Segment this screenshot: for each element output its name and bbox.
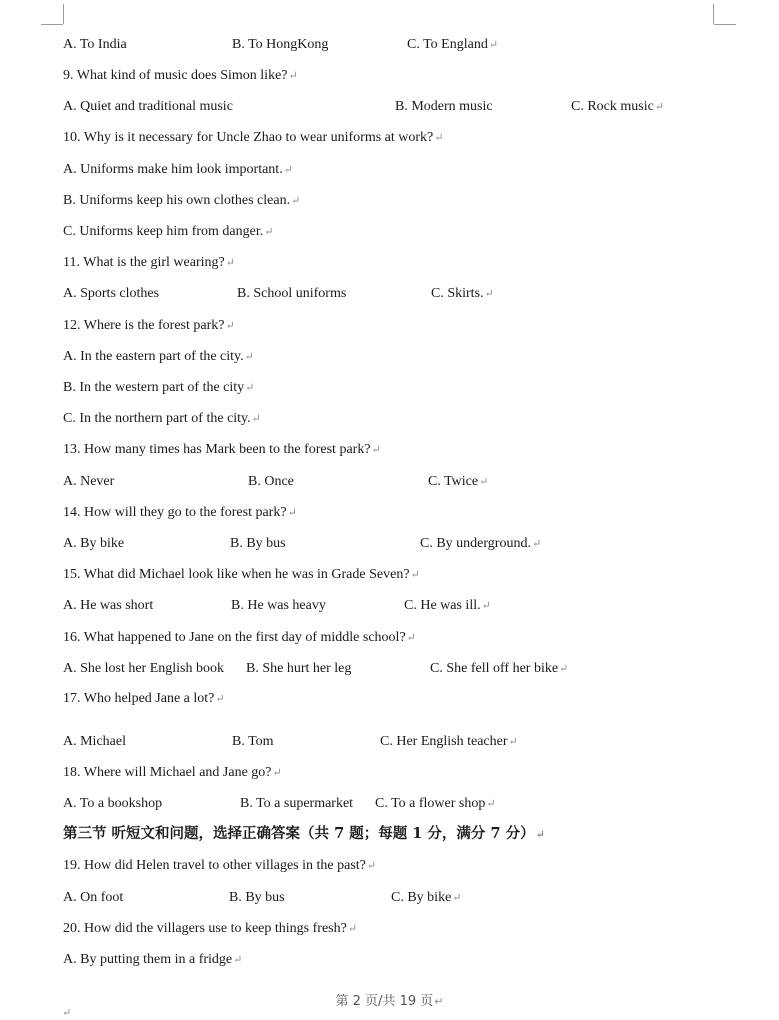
line-text: 15. What did Michael look like when he was in Grade Seven? [63,567,410,582]
crop-mark-top-right [714,24,736,25]
paragraph-mark-icon: ↵ [245,382,255,394]
answer-option: A. Never [63,474,115,489]
crop-mark-top-right [713,4,714,24]
paragraph-mark-icon: ↵ [486,798,496,810]
paragraph-mark-icon: ↵ [371,444,381,456]
paragraph-mark-icon: ↵ [225,320,235,332]
answer-option: B. He was heavy [231,598,326,613]
line-text: C. In the northern part of the city. [63,411,251,426]
question-line [63,566,420,584]
paragraph-mark-icon: ↵ [406,632,416,644]
answer-option-line [63,379,254,397]
page-number: 第 2 页/共 19 页 [335,994,434,1009]
line-text: 10. Why is it necessary for Uncle Zhao to wear uniforms at work? [63,130,434,145]
crop-mark-top-left [41,24,63,25]
answer-option: B. Once [248,474,294,489]
paragraph-mark-icon: ↵ [288,70,298,82]
question-line [63,690,225,708]
question-line [63,857,376,875]
line-text: B. In the western part of the city [63,380,245,395]
line-text: 19. How did Helen travel to other villages in the past? [63,858,366,873]
line-text: 14. How will they go to the forest park? [63,505,287,520]
answer-option: B. Tom [232,734,274,749]
answer-option-line [63,223,273,241]
answer-option: A. By bike [63,536,125,551]
answer-option: B. By bus [230,536,286,551]
paragraph-mark-icon: ↵ [531,538,542,550]
paragraph-mark-icon: ↵ [484,288,494,300]
paragraph-mark-icon: ↵ [479,476,489,488]
question-line [63,629,416,647]
answer-options-row [63,98,763,116]
answer-options-row [63,597,763,615]
answer-option-line [63,192,300,210]
answer-option-line [63,161,293,179]
answer-option: B. To HongKong [232,37,329,52]
paragraph-mark-icon: ↵ [366,860,377,872]
line-text: C. Uniforms keep him from danger. [63,224,264,239]
answer-option-wrapper [430,660,568,678]
page-footer [0,990,779,1009]
answer-option-wrapper [428,473,488,491]
section-heading [63,824,545,845]
line-text: 18. Where will Michael and Jane go? [63,765,272,780]
paragraph-mark-icon: ↵ [283,164,293,176]
answer-options-row [63,36,763,54]
line-text: 17. Who helped Jane a lot? [63,691,215,706]
answer-option-wrapper [380,733,518,751]
paragraph-mark-icon: ↵ [452,892,462,904]
paragraph-mark-icon: ↵ [215,693,225,705]
answer-option-wrapper [407,36,498,54]
answer-option: A. He was short [63,598,154,613]
paragraph-mark-icon: ↵ [434,132,444,144]
crop-mark-top-left [63,4,64,24]
answer-option: B. School uniforms [237,286,347,301]
paragraph-mark-icon: ↵ [291,195,301,207]
question-line [63,254,235,272]
answer-option: A. To India [63,37,127,52]
line-text: B. Uniforms keep his own clothes clean. [63,193,291,208]
answer-option: A. To a bookshop [63,796,163,811]
line-text: 11. What is the girl wearing? [63,255,225,270]
question-line [63,67,298,85]
answer-option: A. On foot [63,890,124,905]
paragraph-mark-icon: ↵ [233,954,243,966]
section-heading-text: 第三节 听短文和问题，选择正确答案（共 7 题；每题 1 分，满分 7 分） [63,825,535,842]
answer-option-wrapper [375,795,496,813]
answer-options-row [63,889,763,907]
paragraph-mark-icon: ↵ [251,413,261,425]
answer-options-row [63,795,763,813]
answer-option: A. Quiet and traditional music [63,99,233,114]
answer-option: A. Sports clothes [63,286,160,301]
paragraph-mark-icon: ↵ [287,507,297,519]
answer-option: C. Skirts. [431,286,484,301]
answer-option: A. Michael [63,734,126,749]
question-line [63,317,235,335]
answer-option-line [63,348,254,366]
line-text: 12. Where is the forest park? [63,318,225,333]
line-text: A. By putting them in a fridge [63,952,233,967]
paragraph-mark-icon: ↵ [272,767,282,779]
paragraph-mark-icon: ↵ [410,569,420,581]
line-text: 9. What kind of music does Simon like? [63,68,288,83]
question-line [63,920,357,938]
answer-option: B. She hurt her leg [246,661,352,676]
paragraph-mark-icon: ↵ [225,257,235,269]
answer-option: C. He was ill. [404,598,481,613]
answer-option: C. Her English teacher [380,734,508,749]
answer-option: A. She lost her English book [63,661,224,676]
answer-options-row [63,733,763,751]
answer-option-wrapper [420,535,541,553]
paragraph-mark-icon: ↵ [488,39,499,51]
answer-option: C. To England [407,37,488,52]
answer-option-wrapper [431,285,494,303]
paragraph-mark-icon: ↵ [347,923,358,935]
line-text: 13. How many times has Mark been to the forest park? [63,442,371,457]
answer-option: B. Modern music [395,99,493,114]
line-text: 16. What happened to Jane on the first day of middle school? [63,630,406,645]
paragraph-mark-icon: ↵ [535,828,545,841]
answer-option: C. Twice [428,474,479,489]
paragraph-mark-icon: ↵ [434,995,444,1008]
answer-option-wrapper [571,98,664,116]
question-line [63,764,282,782]
answer-option: C. She fell off her bike [430,661,559,676]
question-line [63,441,381,459]
answer-option: B. By bus [229,890,285,905]
paragraph-mark-icon: ↵ [264,226,274,238]
line-text: A. Uniforms make him look important. [63,162,283,177]
paragraph-mark-icon: ↵ [654,101,665,113]
answer-option: C. Rock music [571,99,654,114]
question-line [63,129,443,147]
answer-option-wrapper [404,597,491,615]
line-text: 20. How did the villagers use to keep things fresh? [63,921,347,936]
paragraph-mark-icon: ↵ [481,600,491,612]
answer-option: B. To a supermarket [240,796,354,811]
paragraph-mark-icon: ↵ [244,351,254,363]
paragraph-mark-icon: ↵ [62,1007,72,1019]
answer-options-row [63,285,763,303]
paragraph-mark-icon: ↵ [508,736,518,748]
answer-options-row [63,473,763,491]
answer-option: C. By underground. [420,536,531,551]
answer-options-row [63,660,763,678]
answer-option: C. By bike [391,890,452,905]
answer-option-line [63,951,242,969]
answer-option: C. To a flower shop [375,796,486,811]
line-text: A. In the eastern part of the city. [63,349,244,364]
answer-options-row [63,535,763,553]
answer-option-line [63,410,261,428]
paragraph-mark-icon: ↵ [559,663,569,675]
answer-option-wrapper [391,889,462,907]
question-line [63,504,297,522]
